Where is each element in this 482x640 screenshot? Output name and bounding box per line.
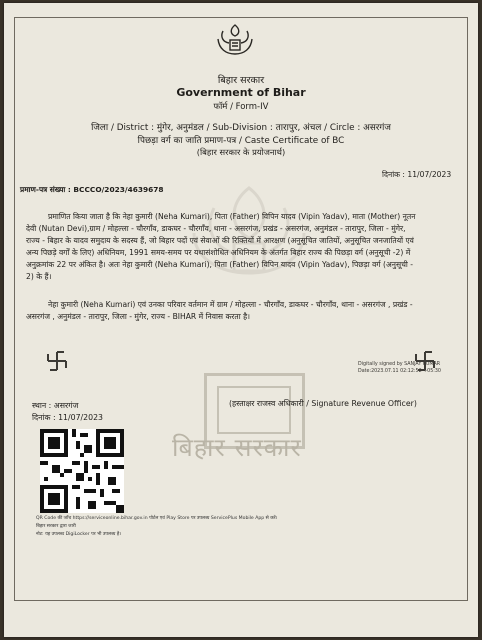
swastika-watermark-icon — [46, 350, 68, 372]
certificate-paragraph-2 — [26, 299, 456, 323]
watermark-text: बिहार सरकार — [172, 433, 302, 462]
purpose-line: (बिहार सरकार के प्रयोजनार्थ) — [196, 147, 286, 157]
district-line: जिला / District : मुंगेर, अनुमंडल / Sub-Division : तारापुर, अंचल / Circle : असरगंज — [91, 123, 391, 133]
date-top: दिनांक : 11/07/2023 — [382, 170, 452, 179]
paragraph-line: अन्य पिछड़े वर्गों के लिए) अधिनियम, 1991 समय-समय पर यथासंशोधित अधिनियम के अंतर्गत बिहार राज्य की पिछड़ा वर्ग (अनुसूची -2) में — [26, 248, 411, 257]
paragraph-line: देवी (Nutan Devi),ग्राम / मोहल्ला - चौरगाँव, डाकघर - चौरगाँव, थाना - असरगंज, प्रखंड - असरगंज, अनुमंडल - तारापुर, जिला - मुंगेर, — [26, 224, 406, 233]
paragraph-line: राज्य - बिहार के यादव समुदाय के सदस्य हैं, जो बिहार पदों एवं सेवाओं की रिक्तियों में आरक्षण (अनुसूचित जातियों, अनुसूचित जनजातियों एवं — [26, 236, 414, 245]
certificate-title: पिछड़ा वर्ग का जाति प्रमाण-पत्र / Caste Certificate of BC — [137, 136, 345, 146]
place-label: स्थान : असरगंज — [32, 401, 79, 410]
government-title: Government of Bihar — [176, 86, 306, 99]
paragraph-line: असरगंज , अनुमंडल - तारापुर, जिला - मुंगेर, राज्य - BIHAR में निवास करता है। — [26, 312, 251, 321]
certificate-paragraph-1 — [26, 211, 456, 283]
paragraph-line: नेहा कुमारी (Neha Kumari) एवं उनका परिवार वर्तमान में ग्राम / मोहल्ला - चौरगाँव, डाकघर - चौरगाँव, थाना - असरगंज , प्रखंड - — [48, 300, 413, 309]
paragraph-line: 2) के हैं। — [26, 272, 52, 281]
paragraph-line: अनुक्रमांक 22 पर अंकित है। अतः नेहा कुमारी (Neha Kumari), पिता (Father) विपिन यादव (Vipin Yadav), पिछड़ा वर्ग (अनुसूची - — [26, 260, 414, 269]
certificate-page — [4, 3, 478, 637]
paragraph-line: प्रमाणित किया जाता है कि नेहा कुमारी (Neha Kumari), पिता (Father) विपिन यादव (Vipin Yadav), माता (Mother) नूतन — [48, 212, 416, 221]
state-title-hindi: बिहार सरकार — [217, 75, 265, 86]
form-number: फॉर्म / Form-IV — [213, 102, 269, 112]
certificate-number: प्रमाण-पत्र संख्या : BCCCO/2023/4639678 — [20, 185, 164, 194]
bihar-emblem-icon — [214, 23, 256, 57]
qr-note-line: बिहार सरकार द्वारा जारी — [36, 524, 76, 529]
digital-signature-name: Digitally signed by SANJAY KUMAR — [358, 362, 441, 367]
qr-note-line: QR Code की जाँच https://serviceonline.bihar.gov.in पोर्टल एवं Play Store पर उपलब्ध ServicePlus Mobile App से करें। — [36, 516, 278, 521]
issue-date: दिनांक : 11/07/2023 — [32, 413, 104, 422]
qr-code[interactable] — [40, 429, 124, 513]
signature-label: (हस्ताक्षर राजस्व अधिकारी / Signature Revenue Officer) — [229, 399, 417, 408]
digital-signature-date: Date:2023.07.11 02:12:52 +05:30 — [358, 369, 441, 374]
qr-note-line: नोट: यह उपलब्ध DigiLocker पर भी उपलब्ध है। — [36, 532, 122, 537]
